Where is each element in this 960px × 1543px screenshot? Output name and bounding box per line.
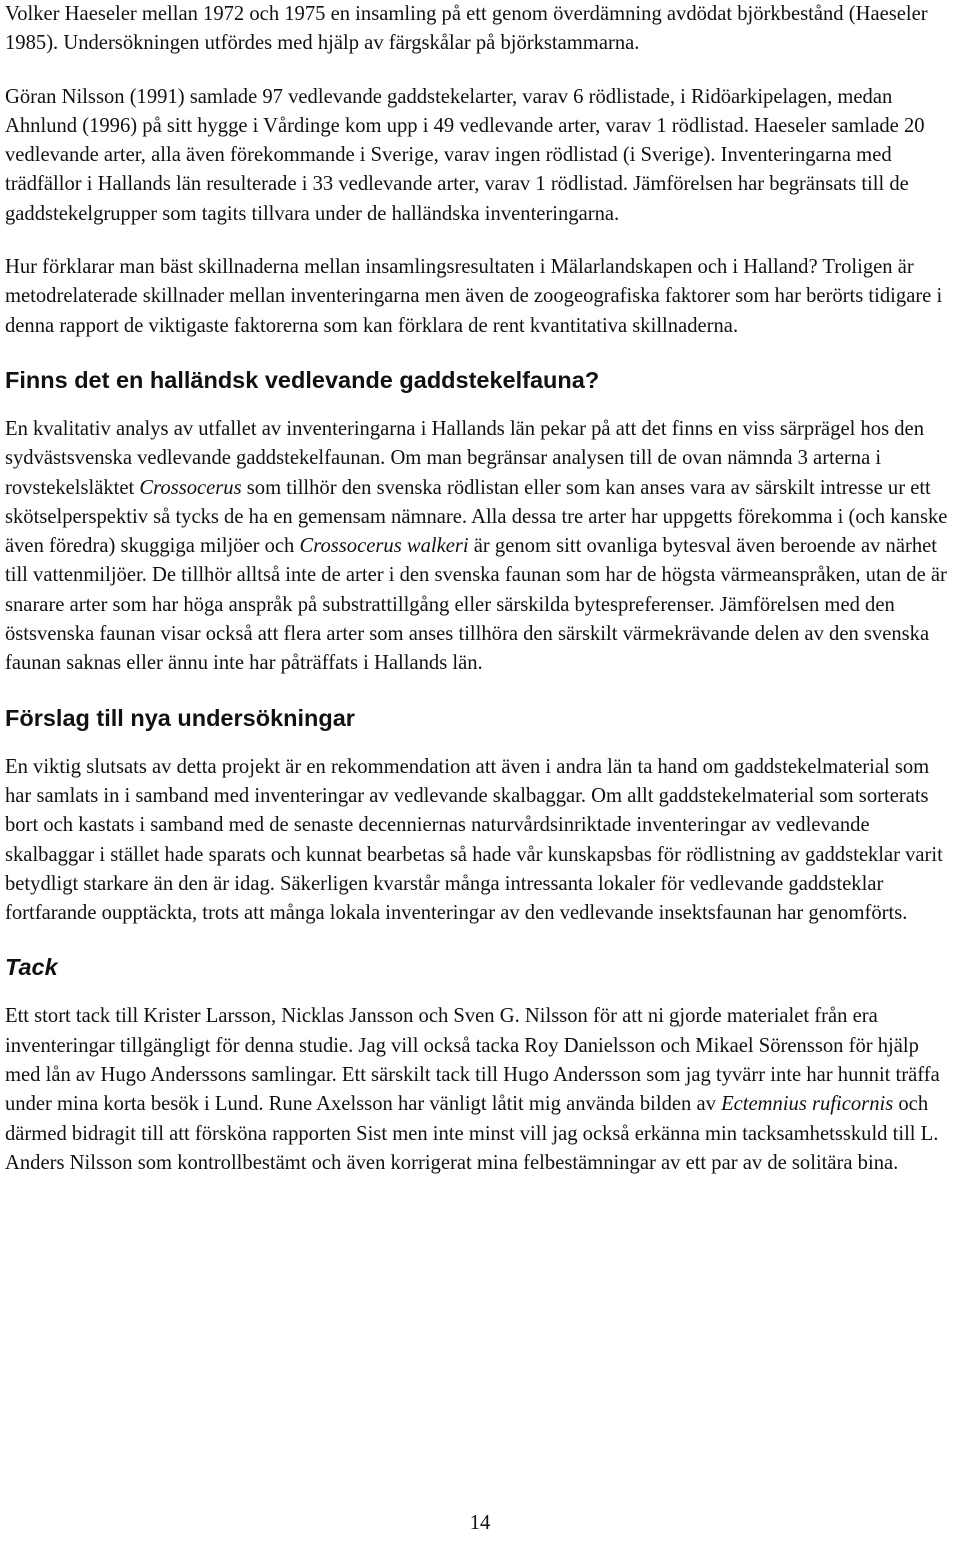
- text-segment: är genom sitt ovanliga bytesval även beroende av närhet till vattenmiljöer. De tillhör alltså inte de arter i den svenska faunan som har de högsta värmeanspråken, utan de är snarare arter som har höga anspråk på substrattillgång eller särskilda bytespreferenser. Jämförelsen med den östsvenska faunan visar också att flera arter som anses tillhöra den särskilt värmekrävande delen av den svenska faunan saknas eller ännu inte har påträffats i Hallands län.: [5, 535, 947, 675]
- text-segment: som tillhör den svenska rödlistan eller som kan anses vara av särskilt intresse ur ett skötselperspektiv så tycks de ha en gemensam nämnare. Alla dessa tre arter har uppgetts förekomma i (och kanske även föredra) skuggiga miljöer och: [5, 476, 948, 558]
- paragraph-haeseler-intro: Volker Haeseler mellan 1972 och 1975 en insamling på ett genom överdämning avdödat björkbestånd (Haeseler 1985). Undersökningen utfördes med hjälp av färgskålar på björkstammarna.: [5, 3, 928, 55]
- text-segment: Ett stort tack till Krister Larsson, Nicklas Jansson och Sven G. Nilsson för att ni gjorde materialet från era inventeringar tillgängligt för denna studie. Jag vill också tacka Roy Danielsson och Mikael Sörensson för hjälp med lån av Hugo Anderssons samlingar. Ett särskilt tack till Hugo Andersson som jag tyvärr inte har hunnit träffa under mina korta besök i Lund. Rune Axelsson har vänligt låtit mig använda bilden av: [5, 1005, 940, 1116]
- paragraph-forslag: En viktig slutsats av detta projekt är en rekommendation att även i andra län ta hand om gaddstekelmaterial som har samlats in i samband med inventeringar av vedlevande skalbaggar. Om allt gaddstekelmaterial som sorterats bort och kastats i samband med de senaste decenniernas naturvårdsinriktade inventeringar av vedlevande skalbaggar i stället hade sparats och kunnat bearbetas så hade vår kunskapsbas för rödlistning av gaddsteklar varit betydligt starkare än den är idag. Säkerligen kvarstår många intressanta lokaler för vedlevande gaddsteklar fortfarande oupptäckta, trots att många lokala inventeringar av den vedlevande insektsfaunan har genomförts.: [5, 755, 943, 925]
- species-name: Ectemnius ruficornis: [721, 1093, 894, 1116]
- paragraph-kvalitativ-analys: [5, 415, 957, 679]
- paragraph-tack: [5, 1002, 957, 1178]
- paragraph-comparison: Göran Nilsson (1991) samlade 97 vedlevande gaddstekelarter, varav 6 rödlistade, i Ridöarkipelagen, medan Ahnlund (1996) på sitt hygge i Vårdinge kom upp i 49 vedlevande arter, varav 1 rödlistad. Haeseler samlade 20 vedlevande arter, alla även förekommande i Sverige, varav ingen rödlistad (i Sverige). Inventeringarna med trädfällor i Hallands län resulterade i 33 vedlevande arter, varav 1 rödlistad. Jämförelsen har begränsats till de gaddstekelgrupper som tagits tillvara under de halländska inventeringarna.: [5, 85, 925, 225]
- heading-tack: Tack: [5, 954, 58, 981]
- species-name: Crossocerus walkeri: [299, 535, 469, 558]
- heading-hallandsk-fauna: Finns det en halländsk vedlevande gaddstekelfauna?: [5, 366, 600, 393]
- heading-forslag: Förslag till nya undersökningar: [5, 704, 355, 731]
- text-segment: och därmed bidragit till att försköna rapporten Sist men inte minst vill jag också erkänna min tacksamhetsskuld till L. Anders Nilsson som kontrollbestämt och även korrigerat mina felbestämningar av ett par av de solitära bina.: [5, 1093, 939, 1174]
- document-page: [5, 0, 957, 1178]
- species-name: Crossocerus: [139, 476, 242, 499]
- paragraph-explanation: Hur förklarar man bäst skillnaderna mellan insamlingsresultaten i Mälarlandskapen och i Halland? Troligen är metodrelaterade skillnader mellan inventeringarna men även de zoogeografiska faktorer som har berörts tidigare i denna rapport de viktigaste faktorerna som kan förklara de rent kvantitativa skillnaderna.: [5, 256, 943, 337]
- text-segment: En kvalitativ analys av utfallet av inventeringarna i Hallands län pekar på att det finns en viss särprägel hos den sydvästsvenska vedlevande gaddstekelfaunan. Om man begränsar analysen till de ovan nämnda 3 arterna i rovstekelsläktet: [5, 417, 924, 499]
- page-number: 14: [469, 1512, 491, 1534]
